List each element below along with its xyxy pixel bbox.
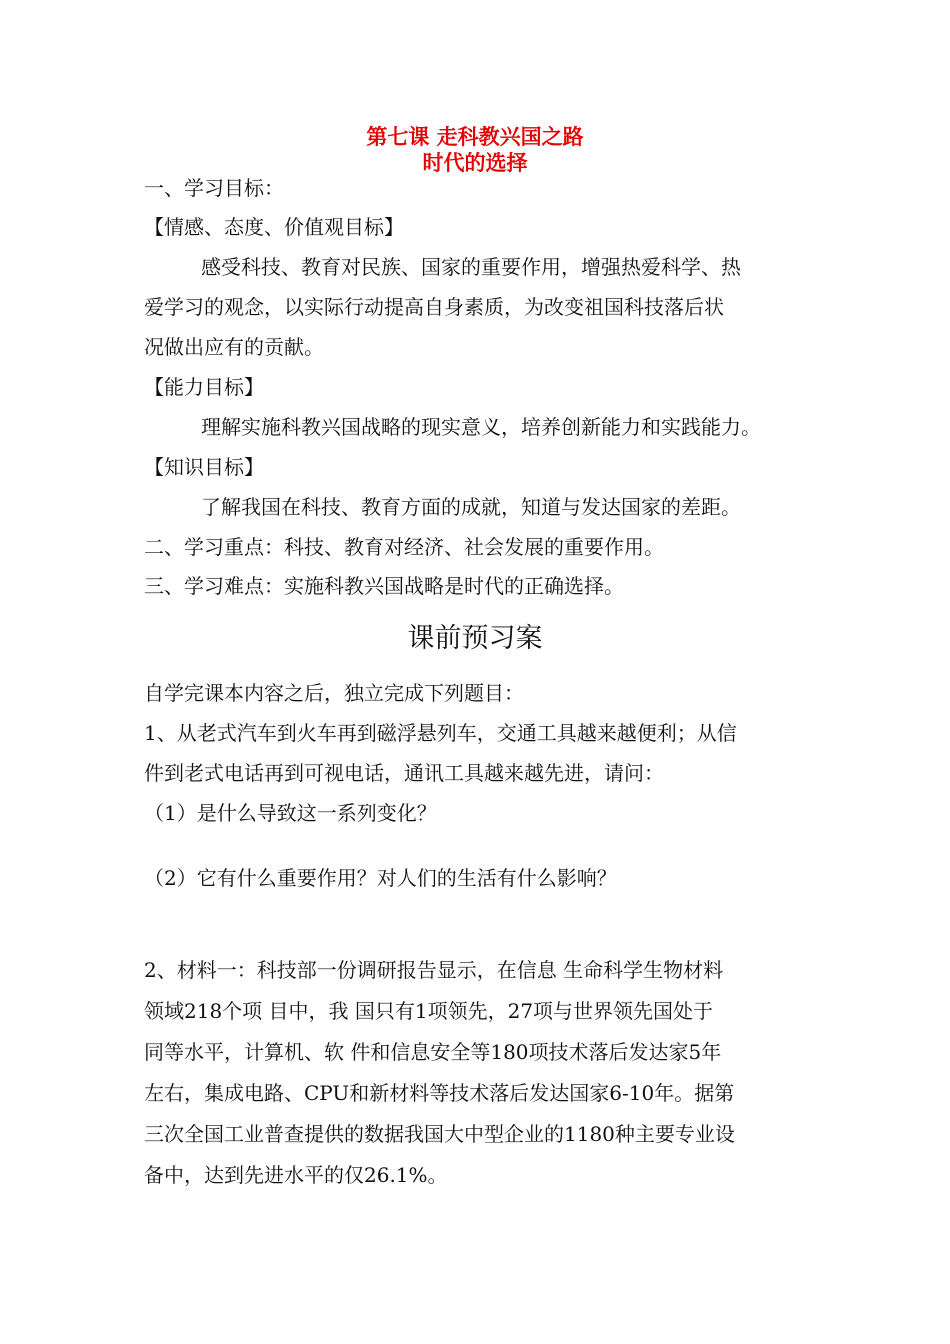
ability-goal-text: 理解实施科教兴国战略的现实意义，培养创新能力和实践能力。 [201,415,761,439]
knowledge-goal-heading: 【知识目标】 [144,455,264,479]
emotion-goal-text-2: 爱学习的观念，以实际行动提高自身素质，为改变祖国科技落后状 [144,295,724,319]
lesson-subtitle: 时代的选择 [422,151,528,175]
question-1-line-1: 1、从老式汽车到火车再到磁浮悬列车，交通工具越来越便利；从信 [144,721,737,745]
difficulty-point: 三、学习难点：实施科教兴国战略是时代的正确选择。 [144,574,624,598]
question-2-line-3: 同等水平，计算机、软 件和信息安全等180项技术落后发达家5年 [144,1040,722,1064]
question-2-line-5: 三次全国工业普查提供的数据我国大中型企业的1180种主要专业设 [144,1122,735,1146]
question-2-line-1: 2、材料一：科技部一份调研报告显示，在信息 生命科学生物材料 [144,958,724,982]
goals-heading: 一、学习目标： [144,176,284,200]
question-1-line-2: 件到老式电话再到可视电话，通讯工具越来越先进，请问： [144,761,664,785]
question-2-line-2: 领域218个项 目中，我 国只有1项领先，27项与世界领先国处于 [144,999,714,1023]
question-1-sub-1: （1）是什么导致这一系列变化？ [144,801,437,825]
question-1-sub-2: （2）它有什么重要作用？对人们的生活有什么影响？ [144,866,617,890]
lesson-title: 第七课 走科教兴国之路 [366,125,584,149]
question-2-line-4: 左右，集成电路、CPU和新材料等技术落后发达国家6-10年。据第 [144,1081,735,1105]
emotion-goal-text-1: 感受科技、教育对民族、国家的重要作用，增强热爱科学、热 [201,255,741,279]
knowledge-goal-text: 了解我国在科技、教育方面的成就，知道与发达国家的差距。 [201,495,741,519]
emotion-goal-heading: 【情感、态度、价值观目标】 [144,215,404,239]
emotion-goal-text-3: 况做出应有的贡献。 [144,335,324,359]
question-2-line-6: 备中，达到先进水平的仅26.1%。 [144,1163,448,1187]
ability-goal-heading: 【能力目标】 [144,375,264,399]
key-point: 二、学习重点：科技、教育对经济、社会发展的重要作用。 [144,535,664,559]
preview-section-title: 课前预习案 [407,623,543,654]
preview-intro: 自学完课本内容之后，独立完成下列题目： [144,681,524,705]
